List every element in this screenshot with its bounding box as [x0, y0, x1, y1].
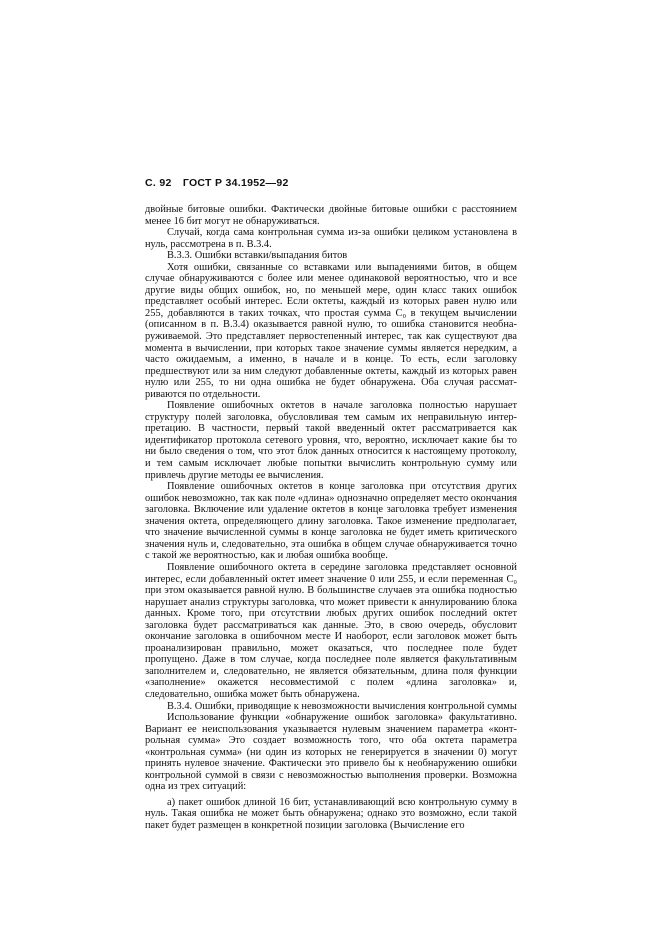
body-text: [145, 204, 517, 832]
paragraph-b33-header-start: Появление ошибочных октетов в начале заголовка полностью нарушает структуру полей заголовка, обусловливая тем самым их неправильную интерпретацию. В частности, первый такой введенный октет рассматривается как идентификатор протокола сетевого уровня, что, вероятно, исключает какие бы то ни было сведения о том, что этот блок данных относится к настоящему протоколу, и тем самым исключает любые попытки вычислить контрольную сумму или привлечь другие методы ее вычисления.: [145, 400, 517, 481]
paragraph-b33-header-middle: Появление ошибочного октета в середине заголовка представляет основной интерес, если добавленный октет имеет значение 0 или 255, и если переменная C₀ при этом оказывается равной нулю. В большинстве случаев эта ошибка подностью нарушает анализ структуры заголовка, что может привести к аннулированию блока данных. Кроме того, при отсутствии любых других ошибок последний октет заголовка будет рассматриваться как данные. Это, в свою очередь, обусловит окончание заголовка в ошибочном месте И наоборот, если заголовок может быть проанализирован правильно, может оказаться, что последнее поле будет пропущено. Даже в том случае, когда последнее поле является факультативным заполнителем и, следовательно, не является обязательным, длина поля функции «заполнение» окажется несовместимой с полем «длина заголовка» и, следовательно, ошибка может быть обнаружена.: [145, 561, 517, 700]
section-heading-b33: В.3.3. Ошибки вставки/выпадания битов: [167, 250, 348, 262]
document-page: [145, 176, 517, 832]
list-item-a: а) пакет ошибок длиной 16 бит, устанавливающий всю контрольную сумму в нуль. Такая ошибка не может быть обнаружена; однако это возможно, если такой пакет будет размещен в конкретной позиции заголовка (Вычисление его: [145, 796, 517, 831]
paragraph-b33-header-end: Появление ошибочных октетов в конце заголовка при отсутствия других ошибок невозможно, так как поле «длина» однозначно определяет место окончания заголовка. Включение или удаление октетов в конце заголовка требует изменения значения октета, определяющего длину заголовка. Такое изменение предполагает, что значение вычисленной суммы в конце заголовка не будет иметь критического значения нуль и, следовательно, эта ошибка в общем случае обнаруживается точно с такой же вероятностью, как и любая ошибка вообще.: [145, 481, 517, 562]
running-header: [145, 176, 517, 190]
paragraph-b33-insertion-errors: Хотя ошибки, связанные со вставками или выпадениями битов, в общем случае обнаруживаются с более или менее одинаковой вероятностью, что и все другие виды общих ошибок, но, по меньшей мере, один класс таких ошибок представляет особый интерес. Если октеты, каждый из которых равен нулю или 255, добавляются в таких точках, что простая сумма C₀ в текущем вычислении (описанном в п. В.3.4) оказывается равной нулю, то ошибка становится необнаруживаемой. Это представляет первостепенный интерес, так как существуют два момента в вычислении, при которых такое значение суммы является нередким, а часто ожидаемым, а именно, в начале и в конце. То есть, если заголовку предшествуют или за ним следуют добавленные октеты, каждый из которых равен нулю или 255, то ни одна ошибка не будет обнаружена. Оба случая рассматриваются по отдельности.: [145, 261, 517, 400]
page-number: С. 92: [145, 177, 172, 189]
paragraph-b34-checksum-optional: Использование функции «обнаружение ошибок заголовка» факультативно. Вариант ее неиспользования указывается нулевым значением параметра «контрольная сумма» Это создает возможность того, что оба октета параметра «контрольная сумма» (ни один из которых не генерируется в значении 0) могут принять нулевое значение. Фактически это привело бы к необнаружению ошибки контрольной суммой в связи с невозможностью выполнения проверки. Возможна одна из трех ситуаций:: [145, 712, 517, 793]
paragraph-continuation: двойные битовые ошибки. Фактически двойные битовые ошибки с расстоянием менее 16 бит могут не обнаруживаться.: [145, 204, 517, 227]
standard-designation: ГОСТ Р 34.1952—92: [182, 177, 289, 189]
section-heading-b34: В.3.4. Ошибки, приводящие к невозможности вычисления контрольной суммы: [167, 700, 517, 712]
paragraph-zero-checksum: Случай, когда сама контрольная сумма из-за ошибки целиком установлена в нуль, рассмотрена в п. В.3.4.: [145, 227, 517, 250]
